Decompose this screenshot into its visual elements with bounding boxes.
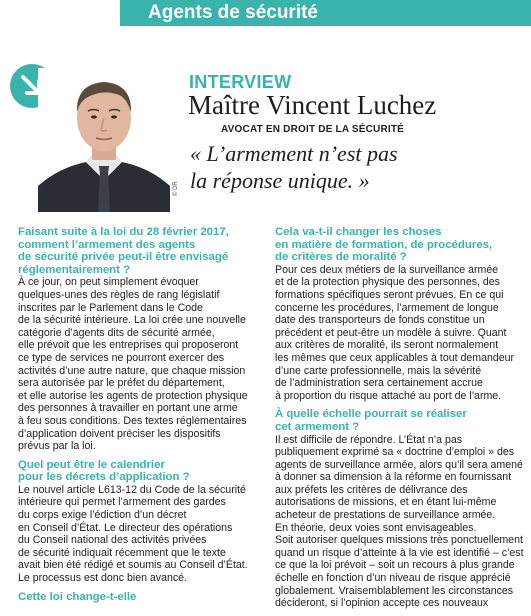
section-label: INTERVIEW [189, 72, 292, 92]
question-1 [275, 226, 525, 264]
question-line: Quel peut être le calendrier [18, 458, 165, 471]
answer-line: à donner sa dimension à la réforme en fournissant [275, 471, 512, 484]
answer-1 [18, 276, 266, 452]
answer-line: à proportion du risque attaché au port de l’arme. [275, 389, 502, 402]
quote-line: la réponse unique. » [190, 168, 370, 193]
answer-line: intérieure qui permet l’armement des gardes [18, 496, 226, 509]
question-line: Faisant suite à la loi du 28 février 2017, [18, 226, 229, 238]
answer-line: autorisations de missions, et en étant lui-même [275, 496, 497, 509]
question-line: comment l’armement des agents [18, 238, 196, 251]
pull-quote [190, 140, 510, 194]
answer-line: de la sécurité intérieure. La loi crée une nouvelle [18, 314, 246, 327]
question-line: À quelle échelle pourrait se réaliser [275, 408, 467, 421]
answer-line: En théorie, deux voies sont envisageables. [275, 521, 477, 534]
answer-line: ce que la loi prévoit – soit un recours à plus grande [275, 559, 515, 572]
answer-line: et de la protection physique des personnes, des [275, 276, 500, 289]
person-name: Maître Vincent Luchez [188, 90, 437, 120]
answer-line: précédent et peut-être un modèle à suivre. Quant [275, 326, 507, 339]
answer-line: acheteur de prestations de surveillance armée. [275, 509, 496, 522]
answer-line: à feu sous conditions. Des textes réglementaires [18, 414, 247, 427]
answer-line: du corps exige l’édiction d’un décret [18, 509, 187, 522]
question-line: cet armement ? [275, 420, 360, 433]
answer-line: de l’administration sera certainement accrue [275, 377, 483, 390]
answer-line: en Conseil d’État. Le directeur des opérations [18, 521, 233, 534]
answer-line: de sécurité indiquait récemment que le texte [18, 546, 226, 559]
right-column [275, 226, 525, 616]
section-banner [120, 0, 531, 26]
answer-1 [275, 264, 525, 403]
answer-line: quelques-unes des règles de rang législatif [18, 288, 220, 301]
answer-line: du Conseil national des activités privées [18, 534, 207, 547]
portrait-photo [38, 68, 170, 212]
question-2 [18, 459, 266, 484]
photo-credit: © DR [173, 181, 179, 196]
question-line: en matière de formation, de procédures, [275, 238, 493, 251]
answer-line: et elle autorise les agents de protection physique [18, 389, 248, 402]
banner-title: Agents de sécurité [148, 2, 318, 23]
answer-line: décideront, si l’opinion accepte ces nouveaux [275, 597, 489, 610]
question-line: réglementairement ? [18, 263, 131, 276]
answer-line: activités d’une autre nature, que chaque mission [18, 364, 246, 377]
answer-line: Pour ces deux métiers de la surveillance armée [275, 263, 499, 276]
answer-line: inscrites par le Parlement dans le Code [18, 301, 203, 314]
answer-line: échelle en fonction d’un niveau de risque apprécié [275, 572, 511, 585]
answer-line: les mêmes que ceux applicables à tout demandeur [275, 351, 515, 364]
question-line: Cela va-t-il changer les choses [275, 226, 442, 238]
answer-line: Le nouvel article L613-12 du Code de la sécurité [18, 483, 246, 496]
left-column [18, 226, 266, 603]
answer-line: À ce jour, on peut simplement évoquer [18, 276, 199, 289]
question-2 [275, 408, 525, 433]
question-line: de sécurité privée peut-il être envisagé [18, 251, 229, 264]
answer-line: Le processus est donc bien avancé. [18, 572, 188, 585]
answer-line: date des transporteurs de fonds constitue un [275, 314, 485, 327]
answer-line: quand un risque d’atteinte à la vie est identifié – c’est [275, 546, 524, 559]
answer-line: Il est difficile de répondre. L’État n’a pas [275, 433, 463, 446]
portrait-illustration [38, 68, 170, 212]
answer-line: publiquement exprimé sa « doctrine d’emploi » des [275, 446, 515, 459]
question-line: pour les décrets d’application ? [18, 471, 190, 484]
person-title: AVOCAT EN DROIT DE LA SÉCURITÉ [221, 124, 405, 135]
answer-line: sera autorisée par le préfet du département, [18, 377, 225, 390]
answer-line: ce type de services ne pourront exercer des [18, 351, 225, 364]
question-3 [18, 591, 266, 604]
answer-line: Soit autoriser quelques missions très ponctuellement [275, 534, 523, 547]
question-line: Cette loi change-t-elle [18, 590, 137, 603]
answer-line: formations spécifiques seront prévues. En ce qui [275, 288, 504, 301]
answer-line: aux critères de moralité, ils seront normalement [275, 339, 499, 352]
question-1 [18, 226, 266, 276]
answer-line: globalement. Vraisemblablement les circonstances [275, 584, 514, 597]
answer-2 [18, 484, 266, 585]
answer-line: concerne les procédures, l’armement de longue [275, 301, 499, 314]
answer-line: aux préfets les critères de délivrance des [275, 483, 468, 496]
answer-line: des personnes à travailler en portant une arme [18, 402, 238, 415]
answer-line: prévus par la loi. [18, 440, 96, 453]
answer-line: d’application doivent préciser les dispositifs [18, 427, 221, 440]
answer-line: elle prévoit que les entreprises qui proposeront [18, 339, 239, 352]
question-line: de critères de moralité ? [275, 251, 407, 264]
quote-line: « L’armement n’est pas [190, 141, 398, 166]
answer-line: d’une carte professionnelle, mais la sévérité [275, 364, 482, 377]
answer-line: agents de surveillance armée, alors qu’il sera amené [275, 458, 523, 471]
answer-line: avait bien été rédigé et soumis au Conseil d’État. [18, 559, 248, 572]
answer-2 [275, 434, 525, 610]
answer-line: catégorie d’agents dits de sécurité armée, [18, 326, 215, 339]
